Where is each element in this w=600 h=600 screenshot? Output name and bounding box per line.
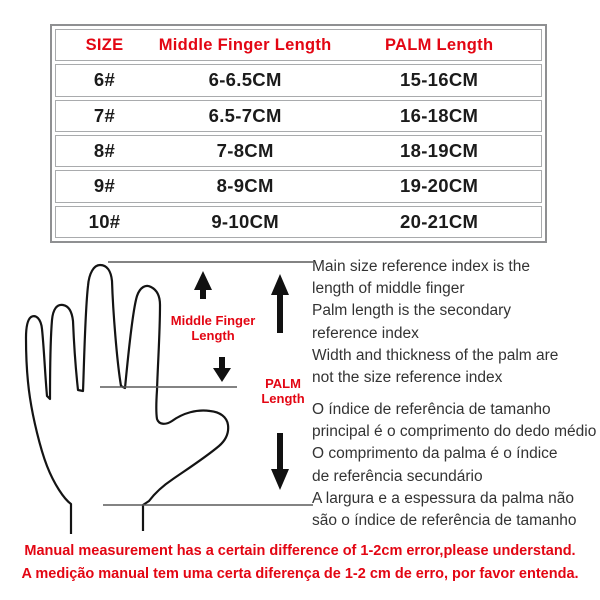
column-header-middle-finger-length: Middle Finger Length — [158, 35, 332, 54]
down-arrow-icon — [213, 357, 231, 382]
table-row — [55, 206, 542, 238]
size-table — [50, 24, 547, 243]
note-line: length of middle finger — [312, 280, 465, 298]
disclaimer-line-portuguese: A medição manual tem uma certa diferença de 1-2 cm de erro, por favor entenda. — [21, 566, 579, 582]
table-row — [55, 100, 542, 132]
middle-finger-length-value: 9-10CM — [211, 210, 279, 232]
up-arrow-icon — [271, 274, 289, 333]
palm-length-value: 16-18CM — [400, 104, 479, 126]
palm-length-value: 19-20CM — [400, 175, 479, 197]
label-line: Length — [261, 390, 305, 406]
note-line: O índice de referência de tamanho — [312, 401, 551, 418]
label-line: Length — [191, 328, 235, 343]
palm-length-value: 15-16CM — [400, 69, 479, 91]
middle-finger-length-value: 6-6.5CM — [208, 69, 282, 91]
table-row — [55, 64, 542, 96]
note-line: Main size reference index is the — [312, 258, 530, 275]
note-line: not the size reference index — [312, 369, 503, 387]
size-value: 7# — [93, 104, 116, 126]
middle-finger-length-value: 7-8CM — [216, 140, 274, 162]
size-value: 9# — [93, 175, 116, 197]
middle-finger-length-value: 8-9CM — [216, 175, 274, 197]
label-line: Middle Finger — [170, 313, 256, 328]
note-line: de referência secundário — [312, 467, 483, 485]
note-line: principal é o comprimento do dedo médio — [312, 423, 597, 441]
palm-length-value: 18-19CM — [400, 140, 479, 162]
column-header-palm-length: PALM Length — [384, 35, 494, 54]
table-row — [55, 135, 542, 167]
size-value: 8# — [93, 140, 116, 162]
up-arrow-icon — [194, 271, 212, 299]
notes-portuguese — [312, 399, 600, 532]
middle-finger-length-value: 6.5-7CM — [208, 104, 282, 126]
notes-english — [312, 256, 600, 389]
palm-length-value: 20-21CM — [400, 210, 479, 232]
table-row — [55, 170, 542, 202]
disclaimer-line-english: Manual measurement has a certain difference of 1-2cm error,please understand. — [24, 543, 576, 559]
table-header-row — [55, 29, 542, 61]
palm-length-label — [245, 377, 321, 406]
hand-outline — [26, 265, 228, 534]
column-header-size: SIZE — [85, 35, 124, 54]
note-line: Width and thickness of the palm are — [312, 346, 559, 364]
disclaimer — [0, 540, 600, 586]
middle-finger-length-label — [160, 313, 266, 343]
note-line: reference index — [312, 324, 419, 342]
down-arrow-icon — [271, 433, 289, 490]
size-value: 10# — [88, 210, 121, 232]
note-line: O comprimento da palma é o índice — [312, 445, 558, 463]
note-line: Palm length is the secondary — [312, 302, 512, 320]
note-line: A largura e a espessura da palma não — [312, 489, 574, 507]
size-value: 6# — [93, 69, 116, 91]
note-line: são o índice de referência de tamanho — [312, 512, 577, 530]
label-line: PALM — [265, 376, 301, 391]
